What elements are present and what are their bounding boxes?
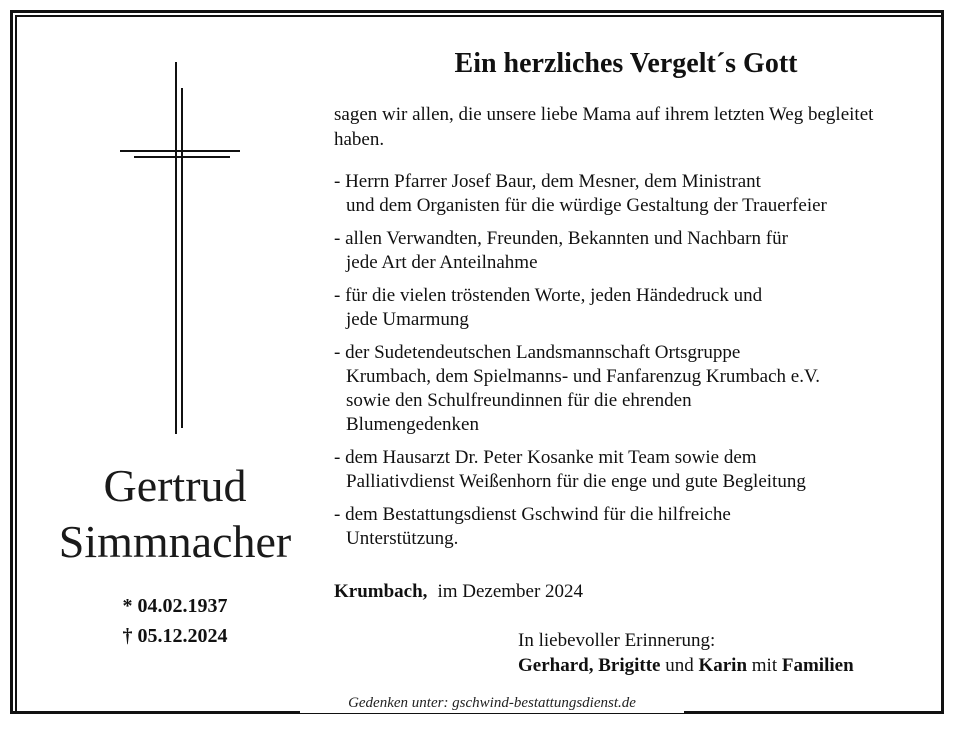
list-item-continuation: Palliativdienst Weißenhorn für die enge und gute Begleitung <box>346 471 806 492</box>
list-item <box>334 503 934 551</box>
death-date: † 05.12.2024 <box>122 625 228 647</box>
memory-intro: In liebevoller Erinnerung: <box>518 630 716 651</box>
list-item-continuation: Unterstützung. <box>346 528 459 549</box>
list-item-line: - allen Verwandten, Freunden, Bekannten und Nachbarn für <box>334 228 788 249</box>
memory-block <box>518 628 854 678</box>
family-families: Familien <box>781 655 854 676</box>
list-item-line: - dem Hausarzt Dr. Peter Kosanke mit Team sowie dem <box>334 447 757 468</box>
list-item <box>334 284 934 332</box>
place-name: Krumbach, <box>334 581 428 602</box>
list-item-line: - für die vielen tröstenden Worte, jeden Händedruck und <box>334 285 763 306</box>
birth-date: * 04.02.1937 <box>122 595 228 617</box>
family-name-2: Karin <box>698 655 748 676</box>
intro-text: sagen wir allen, die unsere liebe Mama auf ihrem letzten Weg begleitet haben. <box>334 104 874 150</box>
heading: Ein herzliches Vergelt´s Gott <box>454 48 798 79</box>
list-item <box>334 170 934 218</box>
footer-memorial-link <box>300 693 684 713</box>
list-item-continuation: jede Umarmung <box>346 309 469 330</box>
list-item <box>334 341 934 437</box>
list-item <box>334 227 934 275</box>
list-item-continuation: Krumbach, dem Spielmanns- und Fanfarenzug Krumbach e.V. sowie den Schulfreundinnen für die ehrenden Blumengedenken <box>346 366 820 435</box>
month-year: im Dezember 2024 <box>437 581 584 602</box>
family-with: mit <box>751 655 778 676</box>
deceased-first-name: Gertrud <box>103 460 247 511</box>
thanks-list <box>334 170 934 560</box>
list-item-line: - der Sudetendeutschen Landsmannschaft Ortsgruppe <box>334 342 741 363</box>
family-and: und <box>665 655 694 676</box>
list-item-continuation: jede Art der Anteilnahme <box>346 252 538 273</box>
family-names <box>518 653 854 678</box>
list-item-line: - dem Bestattungsdienst Gschwind für die hilfreiche <box>334 504 731 525</box>
family-name-1: Gerhard, Brigitte <box>518 655 661 676</box>
deceased-last-name: Simmnacher <box>58 516 292 567</box>
list-item-continuation: und dem Organisten für die würdige Gestaltung der Trauerfeier <box>346 195 827 216</box>
list-item <box>334 446 934 494</box>
cross-icon <box>118 62 242 434</box>
list-item-line: - Herrn Pfarrer Josef Baur, dem Mesner, dem Ministrant <box>334 171 761 192</box>
place-date-line <box>334 580 583 604</box>
footer-text: Gedenken unter: gschwind-bestattungsdienst.de <box>348 695 636 711</box>
